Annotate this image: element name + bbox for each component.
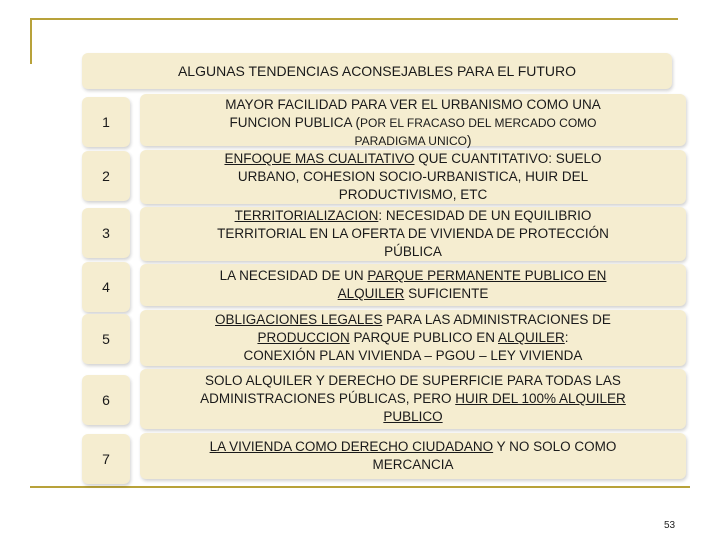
row-line: MAYOR FACILIDAD PARA VER EL URBANISMO COMO UNA — [225, 97, 601, 112]
row-emphasis: PUBLICO — [383, 409, 443, 424]
row-7-text — [140, 433, 686, 479]
row-number-text: 4 — [102, 279, 110, 295]
row-4-number — [82, 262, 130, 312]
row-line: PARA LAS ADMINISTRACIONES DE — [382, 312, 611, 327]
slide-title — [82, 53, 672, 89]
row-4-text — [140, 264, 686, 306]
row-line: : — [564, 330, 569, 345]
row-line: TERRITORIAL EN LA OFERTA DE VIVIENDA DE PROTECCIÓN — [217, 226, 609, 241]
row-2-text — [140, 150, 686, 204]
row-5-number — [82, 314, 130, 364]
row-emphasis: LA VIVIENDA COMO DERECHO CIUDADANO — [209, 439, 494, 454]
row-line: ADMINISTRACIONES PÚBLICAS, PERO — [200, 391, 456, 406]
row-2-number — [82, 151, 130, 201]
row-line: PARQUE PUBLICO EN — [349, 330, 498, 345]
row-line: QUE CUANTITATIVO: SUELO — [414, 151, 602, 166]
row-line: PÚBLICA — [384, 244, 442, 259]
row-number-text: 5 — [102, 331, 110, 347]
slide-title-text: ALGUNAS TENDENCIAS ACONSEJABLES PARA EL FUTURO — [177, 63, 577, 79]
row-emphasis: HUIR DEL 100% ALQUILER — [455, 391, 626, 406]
row-number-text: 6 — [102, 392, 110, 408]
row-emphasis: OBLIGACIONES LEGALES — [215, 312, 383, 327]
row-line: ) — [466, 133, 472, 148]
row-3-number — [82, 208, 130, 258]
row-emphasis: ALQUILER — [337, 286, 405, 301]
row-line: SOLO ALQUILER Y DERECHO DE SUPERFICIE PARA TODAS LAS — [205, 373, 621, 388]
row-emphasis: ENFOQUE MAS CUALITATIVO — [224, 151, 415, 166]
row-emphasis: ALQUILER — [498, 330, 565, 345]
row-line: URBANO, COHESION SOCIO-URBANISTICA, HUIR DEL — [237, 169, 589, 184]
row-line: CONEXIÓN PLAN VIVIENDA – PGOU – LEY VIVIENDA — [243, 348, 583, 363]
row-number-text: 2 — [102, 168, 110, 184]
row-emphasis: PARQUE PERMANENTE PUBLICO EN — [367, 268, 607, 283]
row-1-text — [140, 94, 686, 146]
row-line: MERCANCIA — [372, 457, 454, 472]
row-line: PARADIGMA UNICO — [354, 134, 467, 148]
row-1-number — [82, 97, 130, 147]
row-line: LA NECESIDAD DE UN — [219, 268, 368, 283]
frame-left-line — [30, 18, 32, 64]
row-line: FUNCION PUBLICA ( — [229, 115, 361, 130]
row-line: PRODUCTIVISMO, ETC — [338, 187, 488, 202]
row-7-number — [82, 434, 130, 484]
row-6-text — [140, 369, 686, 429]
page-number: 53 — [664, 520, 676, 531]
row-line: Y NO SOLO COMO — [493, 439, 617, 454]
row-emphasis: PRODUCCION — [257, 330, 350, 345]
row-5-text — [140, 310, 686, 366]
row-line: POR EL FRACASO DEL MERCADO COMO — [360, 116, 597, 130]
row-3-text — [140, 207, 686, 261]
frame-top-line — [30, 18, 678, 20]
row-number-text: 3 — [102, 225, 110, 241]
row-number-text: 1 — [102, 114, 110, 130]
frame-bottom-line — [30, 486, 690, 488]
row-6-number — [82, 375, 130, 425]
row-number-text: 7 — [102, 451, 110, 467]
row-emphasis: TERRITORIALIZACION — [234, 208, 379, 223]
row-line: : NECESIDAD DE UN EQUILIBRIO — [378, 208, 592, 223]
row-line: SUFICIENTE — [404, 286, 489, 301]
